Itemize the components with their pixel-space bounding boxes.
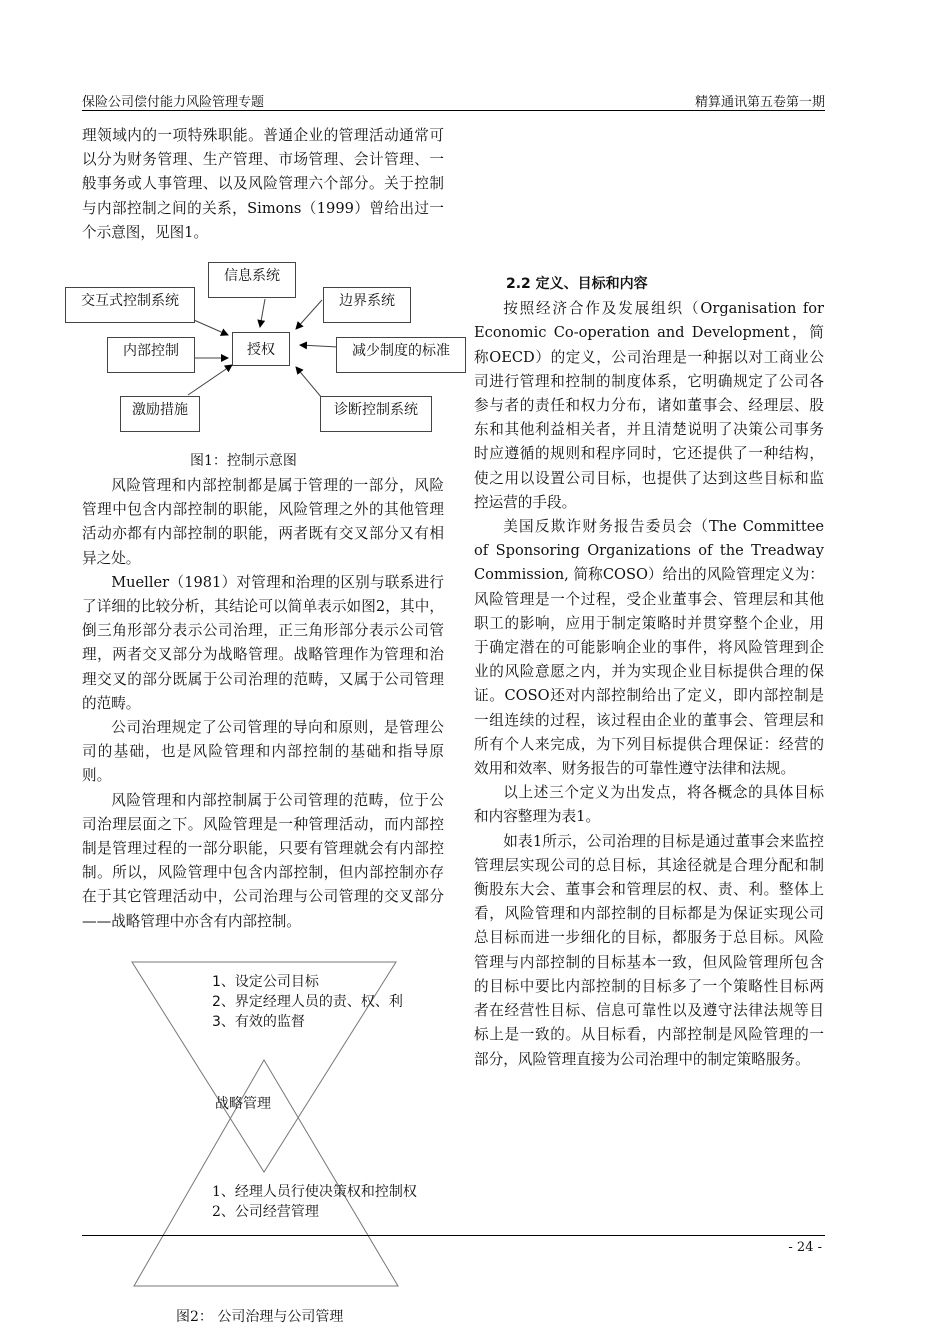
box-reduce-standards: 减少制度的标准 <box>336 337 466 373</box>
right-para-2: 美国反欺诈财务报告委员会（The Committee of Sponsoring Organizations of the Treadway Commission, 简称COSO）给出的风险管理定义为：风险管理是一个过程，受企业董事会、管理层和其他职工的影响，应用于制定策略时并贯穿整个企业，用于确定潜在的可能影响企业的事件，将风险管理到企业的风险意愿之内，并为实现企业目标提供合理的保证。COSO还对内部控制给出了定义，即内部控制是一组连续的过程，该过程由企业的董事会、管理层和所有个人来完成，为下列目标提供合理保证：经营的效用和效率、财务报告的可靠性遵守法律和法规。 <box>474 518 824 778</box>
right-para-1: 按照经济合作及发展组织（Organisation for Economic Co-operation and Development，简称OECD）的定义，公司治理是一种据以对工商业公司进行管理和控制的制度体系，它明确规定了公司各参与者的责任和权力分布，诸如董事会、经理层、股东和其他利益相关者，并且清楚说明了决策公司事务时应遵循的规则和程序同时，它还提供了一种结构，使之用以设置公司目标，也提供了达到这些目标和监控运营的手段。 <box>474 300 824 511</box>
box-info-system: 信息系统 <box>208 262 296 298</box>
left-para-4: 公司治理规定了公司管理的导向和原则，是管理公司的基础，也是风险管理和内部控制的基础和指导原则。 <box>82 719 444 785</box>
fig2-bottom-item-2: 2、公司经营管理 <box>212 1204 319 1220</box>
box-diagnostic-control: 诊断控制系统 <box>320 396 432 432</box>
fig2-bottom-item-1: 1、经理人员行使决策权和控制权 <box>212 1184 417 1200</box>
box-incentive: 激励措施 <box>120 396 200 432</box>
header-left: 保险公司偿付能力风险管理专题 <box>82 95 265 110</box>
box-interactive-control: 交互式控制系统 <box>65 287 195 323</box>
right-para-4: 如表1所示，公司治理的目标是通过董事会来监控管理层实现公司的总目标，其途径就是合理分配和制衡股东大会、董事会和管理层的权、责、利。整体上看，风险管理和内部控制的目标都是为保证实现公司总目标而进一步细化的目标，都服务于总目标。风险管理与内部控制的目标基本一致，但风险管理所包含的目标中要比内部控制的目标多了一个策略性目标两者在经营性目标、信息可靠性以及遵守法律法规等目标上是一致的。从目标看，内部控制是风险管理的一部分，风险管理直接为公司治理中的制定策略服务。 <box>474 832 824 1068</box>
right-col <box>474 272 824 1072</box>
box-boundary-system: 边界系统 <box>323 287 411 323</box>
fig2-strategic-management: 战略管理 <box>215 1096 271 1112</box>
header-right: 精算通讯第五卷第一期 <box>694 95 825 110</box>
box-authorization: 授权 <box>232 332 290 366</box>
figure-2-caption: 图2： 公司治理与公司管理 <box>176 1309 344 1325</box>
fig2-top-item-2: 2、界定经理人员的责、权、利 <box>212 994 403 1010</box>
figure-1-caption: 图1：控制示意图 <box>190 453 297 469</box>
box-internal-control: 内部控制 <box>107 337 195 373</box>
footer-rule <box>82 1235 825 1236</box>
left-para-3: Mueller（1981）对管理和治理的区别与联系进行了详细的比较分析，其结论可以简单表示如图2，其中，倒三角形部分表示公司治理，正三角形部分表示公司管理，两者交叉部分为战略管理。战略管理作为管理和治理交叉的部分既属于公司治理的范畴，又属于公司管理的范畴。 <box>82 573 444 712</box>
header-rule <box>82 110 825 111</box>
left-para-2: 风险管理和内部控制都是属于管理的一部分，风险管理中包含内部控制的职能，风险管理之外的其他管理活动亦都有内部控制的职能，两者既有交叉部分又有相异之处。 <box>82 477 444 567</box>
page-number: - 24 - <box>788 1240 822 1255</box>
section-heading-2-2: 2.2 定义、目标和内容 <box>506 276 648 292</box>
fig2-top-item-3: 3、有效的监督 <box>212 1014 305 1030</box>
right-para-3: 以上述三个定义为出发点，将各概念的具体目标和内容整理为表1。 <box>474 784 824 826</box>
left-col-mid <box>82 474 444 934</box>
left-para-5: 风险管理和内部控制属于公司管理的范畴，位于公司治理层面之下。风险管理是一种管理活动，而内部控制是管理过程的一部分职能，只要有管理就会有内部控制。所以，风险管理中包含内部控制，但内部控制亦存在于其它管理活动中，公司治理与公司管理的交叉部分——战略管理中亦含有内部控制。 <box>82 791 444 930</box>
left-para-1: 理领域内的一项特殊职能。普通企业的管理活动通常可以分为财务管理、生产管理、市场管理、会计管理、一般事务或人事管理、以及风险管理六个部分。关于控制与内部控制之间的关系，Simons（1999）曾给出过一个示意图，见图1。 <box>82 127 444 241</box>
fig2-top-item-1: 1、设定公司目标 <box>212 974 319 990</box>
left-col-top <box>82 124 444 245</box>
